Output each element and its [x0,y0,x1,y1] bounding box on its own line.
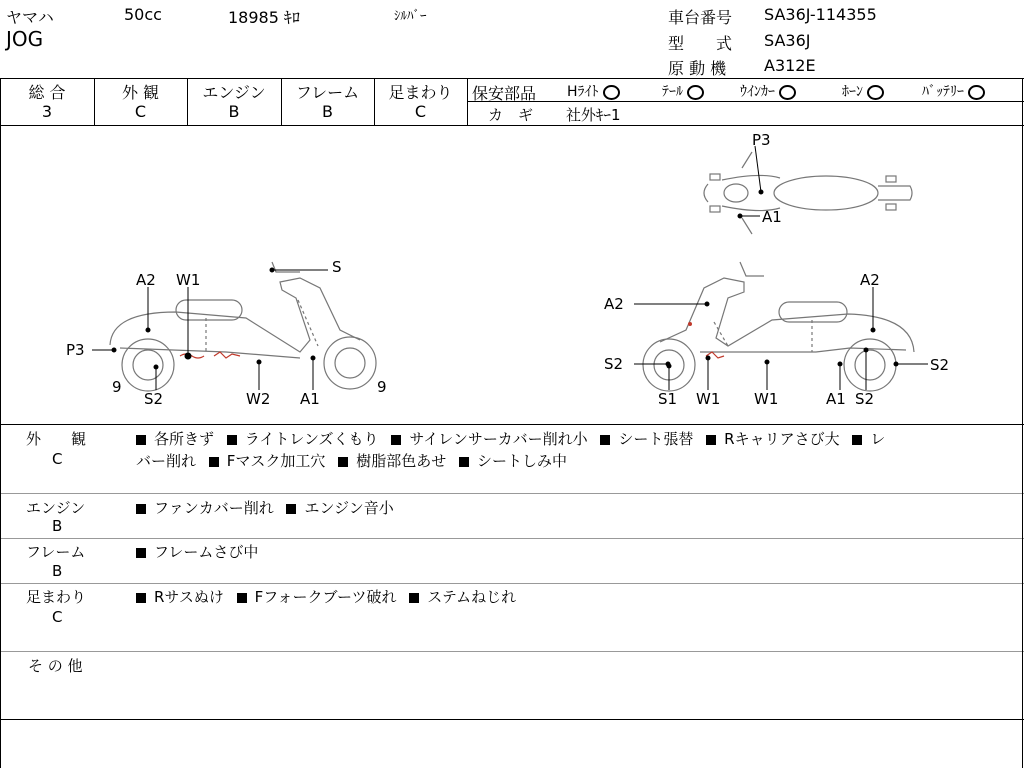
label-left-p3: P3 [66,341,85,359]
label-right-w1a: W1 [696,390,721,408]
divider [467,78,468,125]
ok-mark-icon [968,85,985,100]
grade-label-suspension: 足まわり [388,83,453,102]
note-items-frame [136,541,258,562]
label-top-a1: A1 [762,208,782,226]
label-left-w1: W1 [176,271,201,289]
color: ｼﾙﾊﾞｰ [394,9,427,24]
safety-item-label: ﾃｰﾙ [662,84,683,100]
bullet-icon [136,435,146,445]
ok-mark-icon [603,85,620,100]
mileage: 18985 ｷﾛ [228,8,300,27]
note-item: Rサスぬけ [154,588,224,606]
note-label-suspension: 足まわり [26,588,87,606]
note-item: 各所きず [154,430,215,448]
divider [0,493,1024,494]
note-grade-suspension: C [52,608,63,626]
label-top-p3: P3 [752,131,771,149]
key-value: 社外ｷｰ1 [566,106,621,124]
bullet-icon [706,435,716,445]
note-grade-frame: B [52,562,63,580]
safety-item-winker [740,81,796,101]
label-right-s1: S1 [658,390,678,408]
divider [468,101,1024,102]
bullet-icon [136,504,146,514]
bullet-icon [600,435,610,445]
note-label-engine: エンジン [26,499,86,517]
safety-item-tail [662,81,704,101]
label-left-s: S [332,258,342,276]
safety-item-label: Hﾗｲﾄ [567,84,599,100]
note-item: Fマスク加工穴 [226,452,326,470]
note-label-frame: フレーム [26,543,86,561]
label-right-a1: A1 [826,390,846,408]
safety-label: 保安部品 [472,84,537,103]
note-item: レ [870,430,886,448]
note-item: ライトレンズくもり [244,430,379,448]
model-name: JOG [6,27,44,51]
label-left-s2: S2 [144,390,164,408]
bullet-icon [409,593,419,603]
frame-no-value: SA36J-114355 [764,5,877,24]
label-left-9a: 9 [112,378,122,396]
divider [0,538,1024,539]
safety-item-label: ﾊﾞｯﾃﾘｰ [922,84,964,100]
divider [0,719,1024,720]
label-right-a2b: A2 [860,271,880,289]
note-item: バー削れ [136,452,197,470]
note-item: シートしみ中 [477,452,568,470]
note-item: Fフォークブーツ破れ [254,588,397,606]
note-grade-engine: B [52,517,63,535]
grade-value-frame: B [322,102,333,121]
grade-value-engine: B [228,102,240,121]
note-item: フレームさび中 [154,543,259,561]
divider [0,651,1024,652]
note-grade-exterior: C [52,450,63,468]
bullet-icon [136,548,146,558]
note-items-suspension [136,586,516,607]
safety-item-horn [842,81,884,101]
grade-label-exterior: 外 観 [121,83,160,102]
ok-mark-icon [867,85,884,100]
bullet-icon [209,457,219,467]
label-left-a2: A2 [136,271,156,289]
type-value: SA36J [764,31,811,50]
type-label: 型 式 [668,34,733,53]
bullet-icon [391,435,401,445]
note-item: Rキャリアさび大 [724,430,840,448]
safety-item-label: ﾎｰﾝ [842,84,863,100]
note-item: エンジン音小 [304,499,394,517]
safety-item-label: ｳｲﾝｶｰ [740,84,775,100]
ok-mark-icon [687,85,704,100]
grade-value-exterior: C [134,102,147,121]
label-left-9b: 9 [377,378,387,396]
note-items-exterior-line1 [136,428,885,449]
bullet-icon [286,504,296,514]
note-item: ファンカバー削れ [154,499,274,517]
divider [0,424,1024,425]
note-item: ステムねじれ [427,588,517,606]
key-label: カ ギ [488,106,534,124]
bullet-icon [459,457,469,467]
note-item: 樹脂部色あせ [356,452,447,470]
label-right-s2c: S2 [855,390,875,408]
note-label-exterior: 外 観 [26,430,87,448]
divider [1022,78,1023,768]
label-right-w1b: W1 [754,390,779,408]
bullet-icon [237,593,247,603]
motor-label: 原 動 機 [668,59,727,78]
maker-name: ヤマハ [6,8,54,27]
grade-value-total: 3 [41,102,53,121]
safety-item-battery [922,81,985,101]
bullet-icon [338,457,348,467]
ok-mark-icon [779,85,796,100]
label-left-w2: W2 [246,390,271,408]
grade-label-engine: エンジン [202,83,266,102]
label-left-a1: A1 [300,390,320,408]
note-item: シート張替 [618,430,694,448]
divider [0,583,1024,584]
note-items-exterior-line2 [136,450,567,471]
frame-no-label: 車台番号 [668,8,733,27]
label-right-s2b: S2 [930,356,950,374]
label-right-a2a: A2 [604,295,624,313]
label-right-s2a: S2 [604,355,624,373]
grade-value-suspension: C [414,102,427,121]
note-items-engine [136,497,394,518]
motor-value: A312E [764,56,816,75]
bullet-icon [136,593,146,603]
damage-diagram [0,126,1022,424]
grade-label-frame: フレーム [295,83,360,102]
note-item: サイレンサーカバー削れ小 [409,430,588,448]
grade-label-total: 総 合 [28,83,66,102]
displacement: 50cc [124,5,162,24]
note-label-other: そ の 他 [28,657,83,675]
safety-item-headlight [567,81,620,101]
bullet-icon [852,435,862,445]
divider [0,78,1024,79]
bullet-icon [227,435,237,445]
